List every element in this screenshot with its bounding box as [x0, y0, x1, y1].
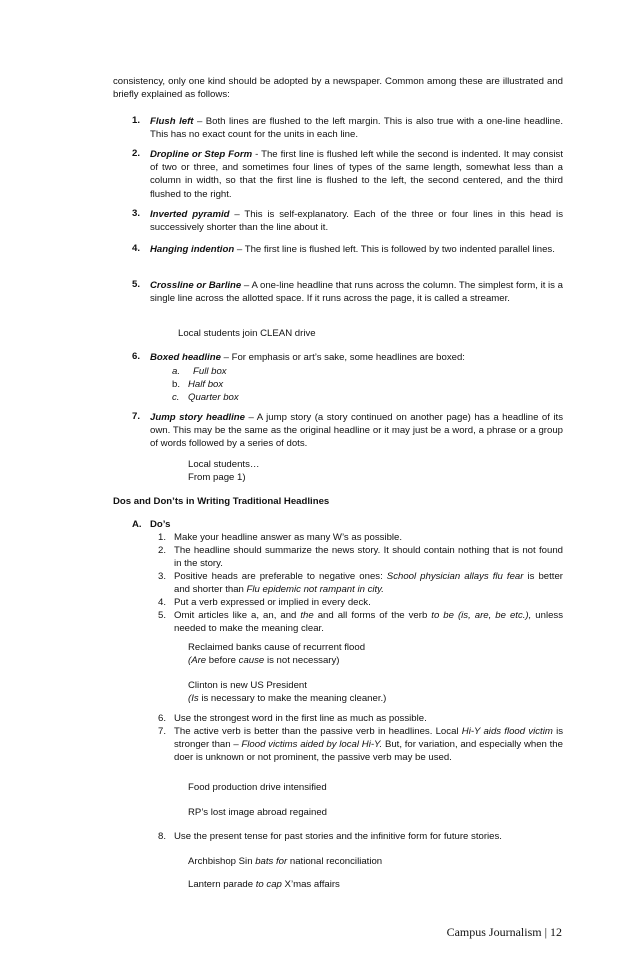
example-headline: Local students join CLEAN drive	[178, 328, 316, 339]
example-headline: Flu epidemic not rampant in city.	[246, 584, 384, 596]
separator: –	[193, 116, 206, 127]
separator: –	[234, 244, 245, 255]
description: Both lines are flushed to the left margin. This is also true with a one-line headline. This has no exact count for the units in each line.	[150, 116, 563, 141]
do-item	[174, 725, 563, 765]
list-number: 7.	[132, 411, 141, 422]
jump-example-line: Local students…	[188, 459, 260, 470]
separator: -	[252, 149, 262, 160]
do-number: 1.	[158, 532, 167, 543]
example-note	[188, 692, 386, 705]
term: Flush left	[150, 116, 194, 127]
text: X’mas affairs	[281, 879, 340, 890]
list-number: 3.	[132, 208, 141, 219]
list-item-jump-story	[150, 411, 563, 451]
box-item-quarter: Quarter box	[188, 392, 239, 403]
example-headline	[188, 855, 382, 868]
list-item-crossline	[150, 279, 563, 305]
do-number: 3.	[158, 571, 167, 582]
separator: –	[241, 280, 252, 291]
text: the	[300, 610, 314, 621]
do-number: 2.	[158, 545, 167, 556]
text: Archbishop Sin	[188, 856, 256, 867]
term: Dropline or Step Form	[150, 149, 253, 160]
example-headline: RP’s lost image abroad regained	[188, 807, 328, 818]
list-number: 4.	[132, 243, 141, 254]
text: Positive heads are preferable to negative ones:	[174, 571, 383, 582]
sub-section-title: Do’s	[150, 519, 171, 530]
text: (Is	[188, 693, 199, 704]
text: is stronger than –	[174, 726, 563, 751]
text: unless needed to make the meaning clear.	[174, 610, 564, 635]
text: Lantern parade	[188, 879, 256, 890]
description: A jump story (a story continued on another page) has a headline of its own. This may be the same as the original headline or it may just be a word, a phrase or a group of words followed by a series of dots.	[150, 412, 564, 450]
do-number: 5.	[158, 610, 167, 621]
sub-section-letter: A.	[132, 519, 142, 530]
text: national reconciliation	[287, 856, 383, 867]
do-item: The headline should summarize the news story. It should contain nothing that is not found in the story.	[174, 545, 563, 570]
separator: –	[244, 412, 257, 423]
example-headline: Food production drive intensified	[188, 782, 327, 793]
section-title: Dos and Don’ts in Writing Traditional Headlines	[113, 496, 330, 507]
term: Crossline or Barline	[150, 280, 242, 291]
list-item-dropline	[150, 148, 563, 201]
description: The first line is flushed left while the second is indented. It may consist of two or three, and sometimes four lines of types of the same length, somewhat less than a column in width, so that the first line is flushed to the left, the second centered, and the third flushed to the right.	[150, 149, 563, 200]
separator: –	[220, 352, 232, 363]
text: to be (is, are, be etc.),	[431, 610, 532, 621]
example-headline: Flood victims aided by local Hi-Y.	[241, 739, 383, 751]
text: (Are	[188, 655, 207, 666]
sub-letter: b.	[172, 379, 181, 390]
list-number: 6.	[132, 351, 141, 362]
example-headline: Clinton is new US President	[188, 680, 307, 691]
text: is not necessary)	[264, 655, 340, 666]
text: to cap	[255, 879, 282, 890]
text: before	[206, 655, 239, 666]
list-item-inverted-pyramid	[150, 208, 563, 234]
example-note	[188, 654, 339, 667]
do-item: Put a verb expressed or implied in every deck.	[174, 597, 371, 608]
text: is necessary to make the meaning cleaner.)	[198, 693, 387, 704]
do-number: 4.	[158, 597, 167, 608]
list-number: 5.	[132, 279, 141, 290]
text: Omit articles like a, an, and	[174, 610, 301, 621]
list-item-flush-left	[150, 115, 563, 141]
separator: –	[229, 209, 245, 220]
text: and all forms of the verb	[313, 610, 432, 621]
description: The first line is flushed left. This is followed by two indented parallel lines.	[244, 244, 555, 255]
do-number: 7.	[158, 726, 167, 737]
do-item: Make your headline answer as many W’s as possible.	[174, 532, 403, 543]
text: But, for variation, and especially when the doer is unknown or not prominent, the passive verb may be used.	[174, 739, 563, 764]
description: A one-line headline that runs across the column. The simplest form, it is a single line across the allotted space. If it runs across the page, it is called a streamer.	[150, 280, 564, 305]
text: is better and shorter than	[174, 571, 563, 596]
sub-letter: c.	[172, 392, 180, 403]
term: Inverted pyramid	[150, 209, 230, 220]
text: cause	[238, 655, 265, 666]
do-item: Use the strongest word in the first line as much as possible.	[174, 713, 427, 724]
example-headline: Reclaimed banks cause of recurrent flood	[188, 642, 366, 653]
list-number: 2.	[132, 148, 141, 159]
term: Jump story headline	[150, 412, 245, 423]
description: For emphasis or art’s sake, some headlines are boxed:	[231, 352, 465, 363]
list-item-boxed-headline	[150, 351, 563, 364]
box-item-full: Full box	[193, 366, 227, 377]
do-number: 8.	[158, 831, 167, 842]
list-item-hanging-indention	[150, 243, 563, 256]
example-headline: School physician allays flu fear	[386, 571, 524, 582]
term: Hanging indention	[150, 244, 235, 255]
intro-paragraph: consistency, only one kind should be adopted by a newspaper. Common among these are illustrated and briefly explained as follows:	[113, 76, 563, 101]
text: The active verb is better than the passive verb in headlines. Local	[174, 726, 462, 737]
example-headline	[188, 878, 340, 891]
do-item	[174, 609, 563, 635]
description: This is self-explanatory. Each of the three or four lines in this head is successively shorter than the line about it.	[150, 209, 563, 234]
sub-letter: a.	[172, 366, 181, 377]
do-number: 6.	[158, 713, 167, 724]
box-item-half: Half box	[188, 379, 224, 390]
list-number: 1.	[132, 115, 141, 126]
page-footer: Campus Journalism | 12	[446, 925, 562, 939]
text: bats for	[255, 856, 288, 867]
jump-example-line: From page 1)	[188, 472, 246, 483]
term: Boxed headline	[150, 352, 221, 363]
do-item	[174, 570, 563, 596]
example-headline: Hi-Y aids flood victim	[461, 726, 553, 737]
do-item: Use the present tense for past stories and the infinitive form for future stories.	[174, 831, 502, 842]
